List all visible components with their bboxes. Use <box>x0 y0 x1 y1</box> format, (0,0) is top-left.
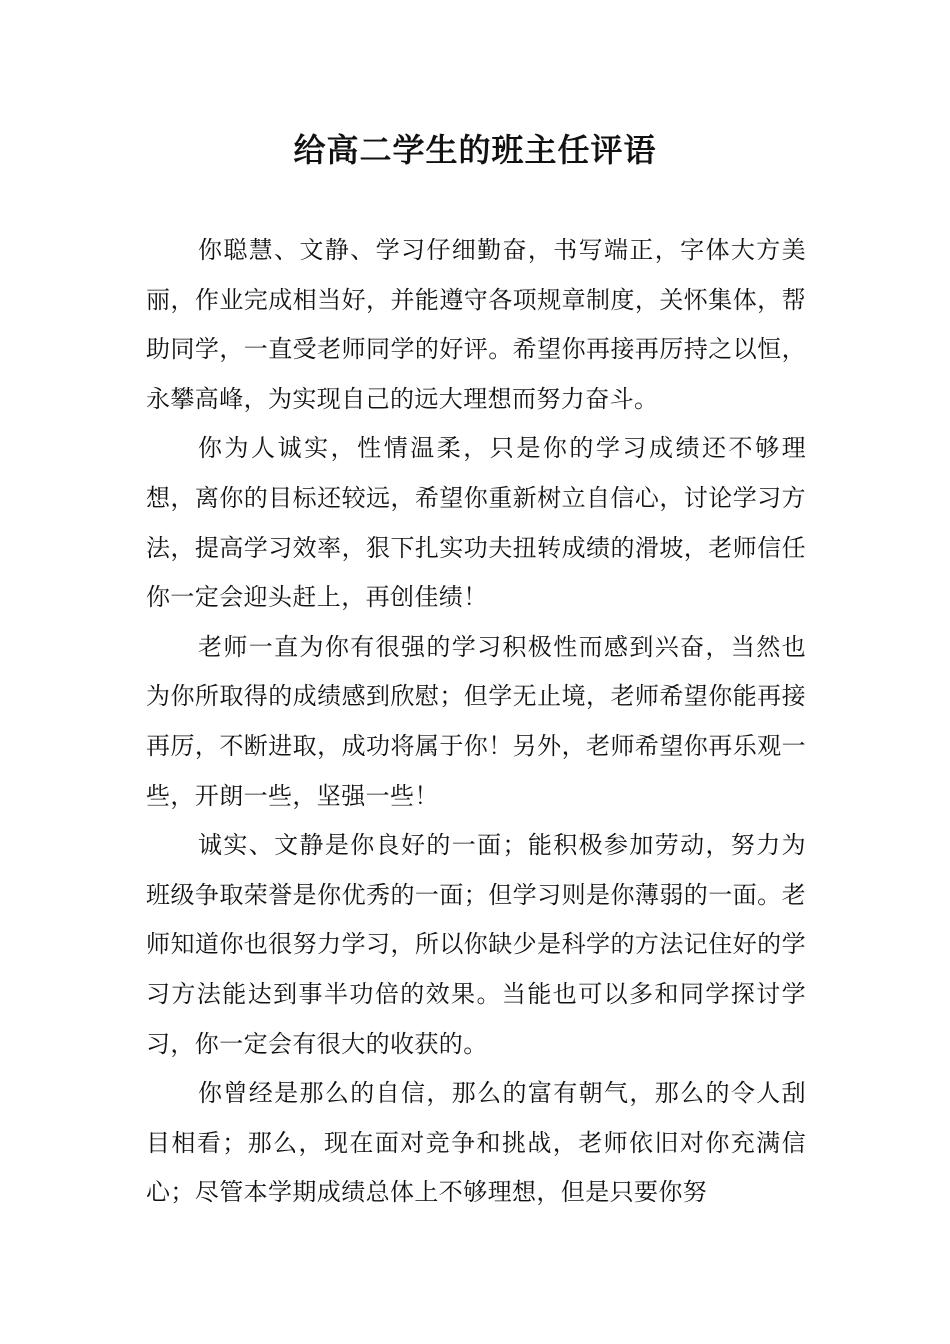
paragraph-1: 你聪慧、文静、学习仔细勤奋，书写端正，字体大方美丽，作业完成相当好，并能遵守各项规章制度，关怀集体，帮助同学，一直受老师同学的好评。希望你再接再厉持之以恒，永攀高峰，为实现自己的远大理想而努力奋斗。 <box>146 236 806 413</box>
paragraph-2: 你为人诚实，性情温柔，只是你的学习成绩还不够理想，离你的目标还较远，希望你重新树立自信心，讨论学习方法，提高学习效率，狠下扎实功夫扭转成绩的滑坡，老师信任你一定会迎头赶上，再创佳绩！ <box>146 434 806 612</box>
paragraph-4: 诚实、文静是你良好的一面；能积极参加劳动，努力为班级争取荣誉是你优秀的一面；但学习则是你薄弱的一面。老师知道你也很努力学习，所以你缺少是科学的方法记住好的学习方法能达到事半功倍的效果。当能也可以多和同学探讨学习，你一定会有很大的收获的。 <box>146 831 806 1058</box>
paragraph-5: 你曾经是那么的自信，那么的富有朝气，那么的令人刮目相看；那么，现在面对竞争和挑战，老师依旧对你充满信心；尽管本学期成绩总体上不够理想，但是只要你努 <box>146 1079 806 1207</box>
document-body <box>146 226 806 1218</box>
document-title: 给高二学生的班主任评语 <box>293 131 657 169</box>
paragraph-3: 老师一直为你有很强的学习积极性而感到兴奋，当然也为你所取得的成绩感到欣慰；但学无止境，老师希望你能再接再厉，不断进取，成功将属于你！另外，老师希望你再乐观一些，开朗一些，坚强一些！ <box>146 632 806 810</box>
